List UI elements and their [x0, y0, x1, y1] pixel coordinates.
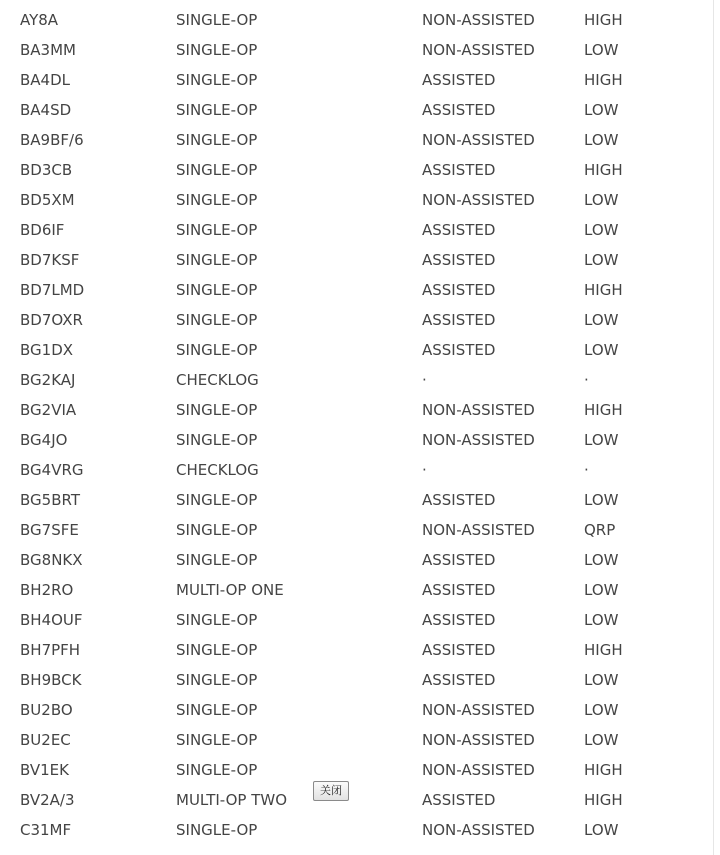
category-power-cell: HIGH: [584, 791, 623, 809]
table-row: [0, 65, 713, 95]
category-assisted-cell: ·: [422, 371, 427, 389]
category-power-cell: QRP: [584, 521, 616, 539]
category-assisted-cell: ASSISTED: [422, 161, 496, 179]
category-assisted-cell: NON-ASSISTED: [422, 131, 535, 149]
category-operator-cell: SINGLE-OP: [176, 551, 258, 569]
callsign-cell: BG2VIA: [20, 401, 77, 419]
category-assisted-cell: ASSISTED: [422, 671, 496, 689]
category-assisted-cell: ASSISTED: [422, 341, 496, 359]
callsign-cell: BH9BCK: [20, 671, 82, 689]
callsign-cell: BG5BRT: [20, 491, 80, 509]
category-power-cell: HIGH: [584, 161, 623, 179]
category-operator-cell: SINGLE-OP: [176, 311, 258, 329]
callsign-cell: BG4VRG: [20, 461, 84, 479]
table-row: [0, 215, 713, 245]
table-row: [0, 5, 713, 35]
category-operator-cell: SINGLE-OP: [176, 71, 258, 89]
page-right-border: [713, 0, 714, 855]
callsign-cell: BA9BF/6: [20, 131, 84, 149]
category-operator-cell: SINGLE-OP: [176, 731, 258, 749]
table-row: [0, 245, 713, 275]
table-row: [0, 785, 713, 815]
callsign-cell: BA4SD: [20, 101, 72, 119]
category-operator-cell: CHECKLOG: [176, 371, 259, 389]
category-power-cell: LOW: [584, 251, 619, 269]
category-operator-cell: SINGLE-OP: [176, 41, 258, 59]
category-power-cell: LOW: [584, 41, 619, 59]
category-assisted-cell: ASSISTED: [422, 251, 496, 269]
category-assisted-cell: NON-ASSISTED: [422, 761, 535, 779]
category-operator-cell: SINGLE-OP: [176, 701, 258, 719]
table-row: [0, 695, 713, 725]
category-operator-cell: SINGLE-OP: [176, 521, 258, 539]
callsign-cell: AY8A: [20, 11, 59, 29]
callsign-cell: BD7OXR: [20, 311, 83, 329]
category-assisted-cell: ASSISTED: [422, 581, 496, 599]
category-operator-cell: CHECKLOG: [176, 461, 259, 479]
category-power-cell: LOW: [584, 581, 619, 599]
category-assisted-cell: ·: [422, 461, 427, 479]
category-operator-cell: SINGLE-OP: [176, 821, 258, 839]
category-power-cell: HIGH: [584, 641, 623, 659]
callsign-cell: BA4DL: [20, 71, 71, 89]
table-row: [0, 305, 713, 335]
category-operator-cell: SINGLE-OP: [176, 671, 258, 689]
close-button[interactable]: 关闭: [313, 781, 349, 801]
table-row: [0, 755, 713, 785]
category-power-cell: HIGH: [584, 281, 623, 299]
category-power-cell: LOW: [584, 701, 619, 719]
callsign-cell: BG8NKX: [20, 551, 83, 569]
table-row: [0, 665, 713, 695]
category-power-cell: HIGH: [584, 11, 623, 29]
callsign-cell: BU2BO: [20, 701, 73, 719]
table-row: [0, 275, 713, 305]
category-assisted-cell: NON-ASSISTED: [422, 191, 535, 209]
callsign-cell: BD5XM: [20, 191, 75, 209]
category-assisted-cell: NON-ASSISTED: [422, 731, 535, 749]
table-row: [0, 185, 713, 215]
category-assisted-cell: ASSISTED: [422, 491, 496, 509]
category-assisted-cell: NON-ASSISTED: [422, 431, 535, 449]
category-operator-cell: SINGLE-OP: [176, 281, 258, 299]
category-assisted-cell: ASSISTED: [422, 311, 496, 329]
category-power-cell: LOW: [584, 731, 619, 749]
category-power-cell: LOW: [584, 611, 619, 629]
category-operator-cell: SINGLE-OP: [176, 161, 258, 179]
callsign-cell: BH4OUF: [20, 611, 83, 629]
category-assisted-cell: ASSISTED: [422, 281, 496, 299]
category-power-cell: HIGH: [584, 401, 623, 419]
category-operator-cell: SINGLE-OP: [176, 251, 258, 269]
callsign-cell: BG2KAJ: [20, 371, 76, 389]
callsign-cell: BG1DX: [20, 341, 74, 359]
callsign-cell: BD6IF: [20, 221, 65, 239]
category-power-cell: LOW: [584, 671, 619, 689]
callsign-cell: BU2EC: [20, 731, 71, 749]
callsign-cell: BV2A/3: [20, 791, 75, 809]
category-power-cell: LOW: [584, 341, 619, 359]
category-power-cell: ·: [584, 461, 589, 479]
category-assisted-cell: ASSISTED: [422, 641, 496, 659]
table-row: [0, 95, 713, 125]
table-row: [0, 725, 713, 755]
callsign-cell: BG7SFE: [20, 521, 79, 539]
category-assisted-cell: NON-ASSISTED: [422, 701, 535, 719]
category-assisted-cell: ASSISTED: [422, 791, 496, 809]
category-operator-cell: SINGLE-OP: [176, 491, 258, 509]
category-assisted-cell: ASSISTED: [422, 101, 496, 119]
table-row: [0, 395, 713, 425]
callsign-cell: BG4JO: [20, 431, 68, 449]
entries-list: [0, 5, 713, 845]
table-row: [0, 515, 713, 545]
table-row: [0, 155, 713, 185]
category-assisted-cell: NON-ASSISTED: [422, 401, 535, 419]
table-row: [0, 335, 713, 365]
category-assisted-cell: NON-ASSISTED: [422, 41, 535, 59]
category-power-cell: HIGH: [584, 761, 623, 779]
category-assisted-cell: NON-ASSISTED: [422, 521, 535, 539]
table-row: [0, 635, 713, 665]
category-assisted-cell: ASSISTED: [422, 221, 496, 239]
category-operator-cell: SINGLE-OP: [176, 401, 258, 419]
category-operator-cell: SINGLE-OP: [176, 431, 258, 449]
category-assisted-cell: ASSISTED: [422, 551, 496, 569]
category-power-cell: HIGH: [584, 71, 623, 89]
category-power-cell: LOW: [584, 311, 619, 329]
callsign-cell: BH7PFH: [20, 641, 81, 659]
table-row: [0, 35, 713, 65]
category-power-cell: LOW: [584, 131, 619, 149]
category-power-cell: ·: [584, 371, 589, 389]
category-assisted-cell: NON-ASSISTED: [422, 821, 535, 839]
category-operator-cell: SINGLE-OP: [176, 131, 258, 149]
category-power-cell: LOW: [584, 431, 619, 449]
callsign-cell: C31MF: [20, 821, 72, 839]
category-operator-cell: SINGLE-OP: [176, 341, 258, 359]
category-assisted-cell: NON-ASSISTED: [422, 11, 535, 29]
category-operator-cell: MULTI-OP ONE: [176, 581, 284, 599]
table-row: [0, 365, 713, 395]
callsign-cell: BD3CB: [20, 161, 73, 179]
callsign-cell: BD7LMD: [20, 281, 85, 299]
callsign-cell: BA3MM: [20, 41, 76, 59]
callsign-cell: BH2RO: [20, 581, 74, 599]
table-row: [0, 575, 713, 605]
category-operator-cell: SINGLE-OP: [176, 191, 258, 209]
category-assisted-cell: ASSISTED: [422, 611, 496, 629]
category-operator-cell: SINGLE-OP: [176, 11, 258, 29]
table-row: [0, 485, 713, 515]
table-row: [0, 425, 713, 455]
category-operator-cell: SINGLE-OP: [176, 761, 258, 779]
category-operator-cell: MULTI-OP TWO: [176, 791, 288, 809]
table-row: [0, 545, 713, 575]
category-power-cell: LOW: [584, 101, 619, 119]
table-row: [0, 815, 713, 845]
table-row: [0, 605, 713, 635]
category-assisted-cell: ASSISTED: [422, 71, 496, 89]
category-power-cell: LOW: [584, 821, 619, 839]
category-power-cell: LOW: [584, 551, 619, 569]
category-power-cell: LOW: [584, 191, 619, 209]
table-row: [0, 125, 713, 155]
table-row: [0, 455, 713, 485]
callsign-cell: BD7KSF: [20, 251, 80, 269]
category-operator-cell: SINGLE-OP: [176, 641, 258, 659]
category-power-cell: LOW: [584, 221, 619, 239]
category-operator-cell: SINGLE-OP: [176, 611, 258, 629]
category-operator-cell: SINGLE-OP: [176, 101, 258, 119]
callsign-cell: BV1EK: [20, 761, 69, 779]
category-power-cell: LOW: [584, 491, 619, 509]
category-operator-cell: SINGLE-OP: [176, 221, 258, 239]
